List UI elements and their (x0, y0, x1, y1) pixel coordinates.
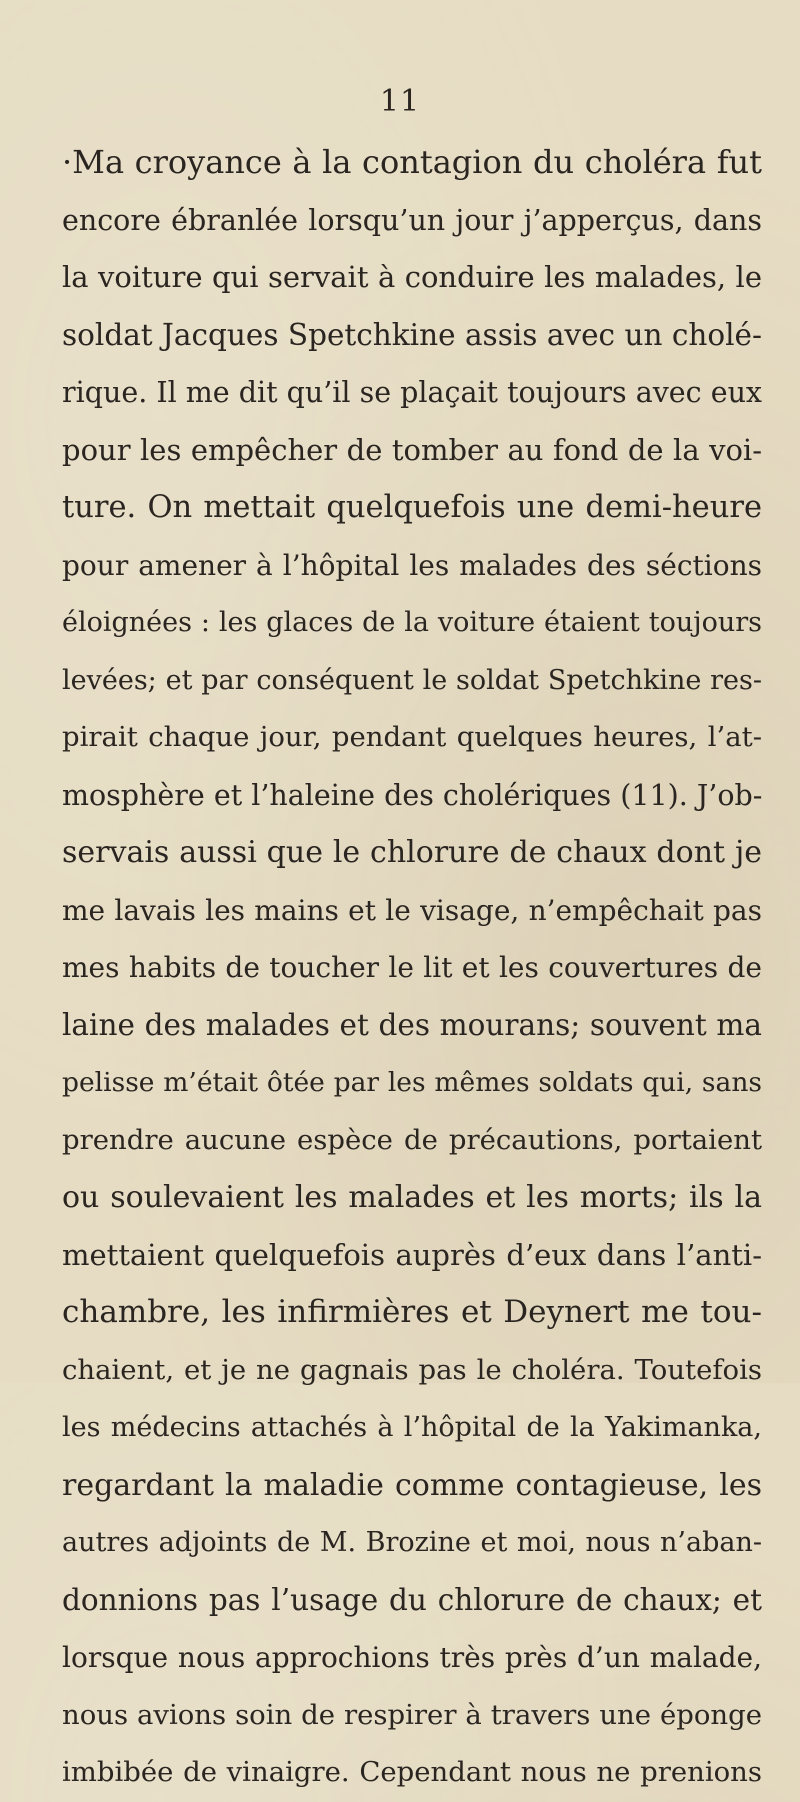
text-line: servais aussi que le chlorure de chaux dont je (62, 835, 762, 870)
text-line: laine des malades et des mourans; souvent ma (62, 1007, 762, 1042)
text-line: pelisse m’était ôtée par les mêmes soldats qui, sans (62, 1067, 762, 1098)
text-line: pour les empêcher de tomber au fond de la voi- (62, 432, 762, 467)
text-line: regardant la maladie comme contagieuse, les (62, 1467, 762, 1503)
text-line: chaient, et je ne gagnais pas le choléra. Toutefois (62, 1353, 762, 1386)
text-line: ou soulevaient les malades et les morts; ils la (62, 1180, 762, 1215)
text-line: nous avions soin de respirer à travers une éponge (62, 1698, 762, 1731)
text-line: levées; et par conséquent le soldat Spetchkine res- (62, 664, 762, 696)
text-line: encore ébranlée lorsqu’un jour j’apperçus, dans (62, 203, 762, 237)
text-line: imbibée de vinaigre. Cependant nous ne prenions (62, 1756, 762, 1788)
text-line: donnions pas l’usage du chlorure de chaux; et (62, 1582, 762, 1617)
text-line: mettaient quelquefois auprès d’eux dans l’anti- (62, 1237, 762, 1272)
page-number: 11 (379, 84, 421, 119)
text-line: me lavais les mains et le visage, n’empêchait pas (62, 893, 762, 927)
text-line: mosphère et l’haleine des cholériques (11). J’ob- (62, 778, 762, 812)
text-line: autres adjoints de M. Brozine et moi, nous n’aban- (62, 1527, 762, 1558)
text-line: lorsque nous approchions très près d’un malade, (62, 1641, 762, 1674)
text-line: pirait chaque jour, pendant quelques heures, l’at- (62, 721, 762, 753)
text-line: rique. Il me dit qu’il se plaçait toujours avec eux (62, 376, 762, 409)
text-line: les médecins attachés à l’hôpital de la Yakimanka, (62, 1412, 762, 1443)
text-line: éloignées : les glaces de la voiture étaient toujours (62, 607, 762, 638)
text-line: ture. On mettait quelquefois une demi-heure (62, 490, 762, 525)
text-line: pour amener à l’hôpital les malades des séctions (62, 548, 762, 582)
text-line: prendre aucune espèce de précautions, portaient (62, 1123, 762, 1156)
text-line: soldat Jacques Spetchkine assis avec un cholé- (62, 317, 762, 352)
text-line: ·Ma croyance à la contagion du choléra fut (62, 143, 762, 181)
text-line: mes habits de toucher le lit et les couvertures de (62, 951, 762, 984)
body-text (62, 134, 762, 1802)
text-line: la voiture qui servait à conduire les malades, le (62, 260, 762, 294)
text-line: chambre, les infirmières et Deynert me tou- (62, 1294, 762, 1330)
